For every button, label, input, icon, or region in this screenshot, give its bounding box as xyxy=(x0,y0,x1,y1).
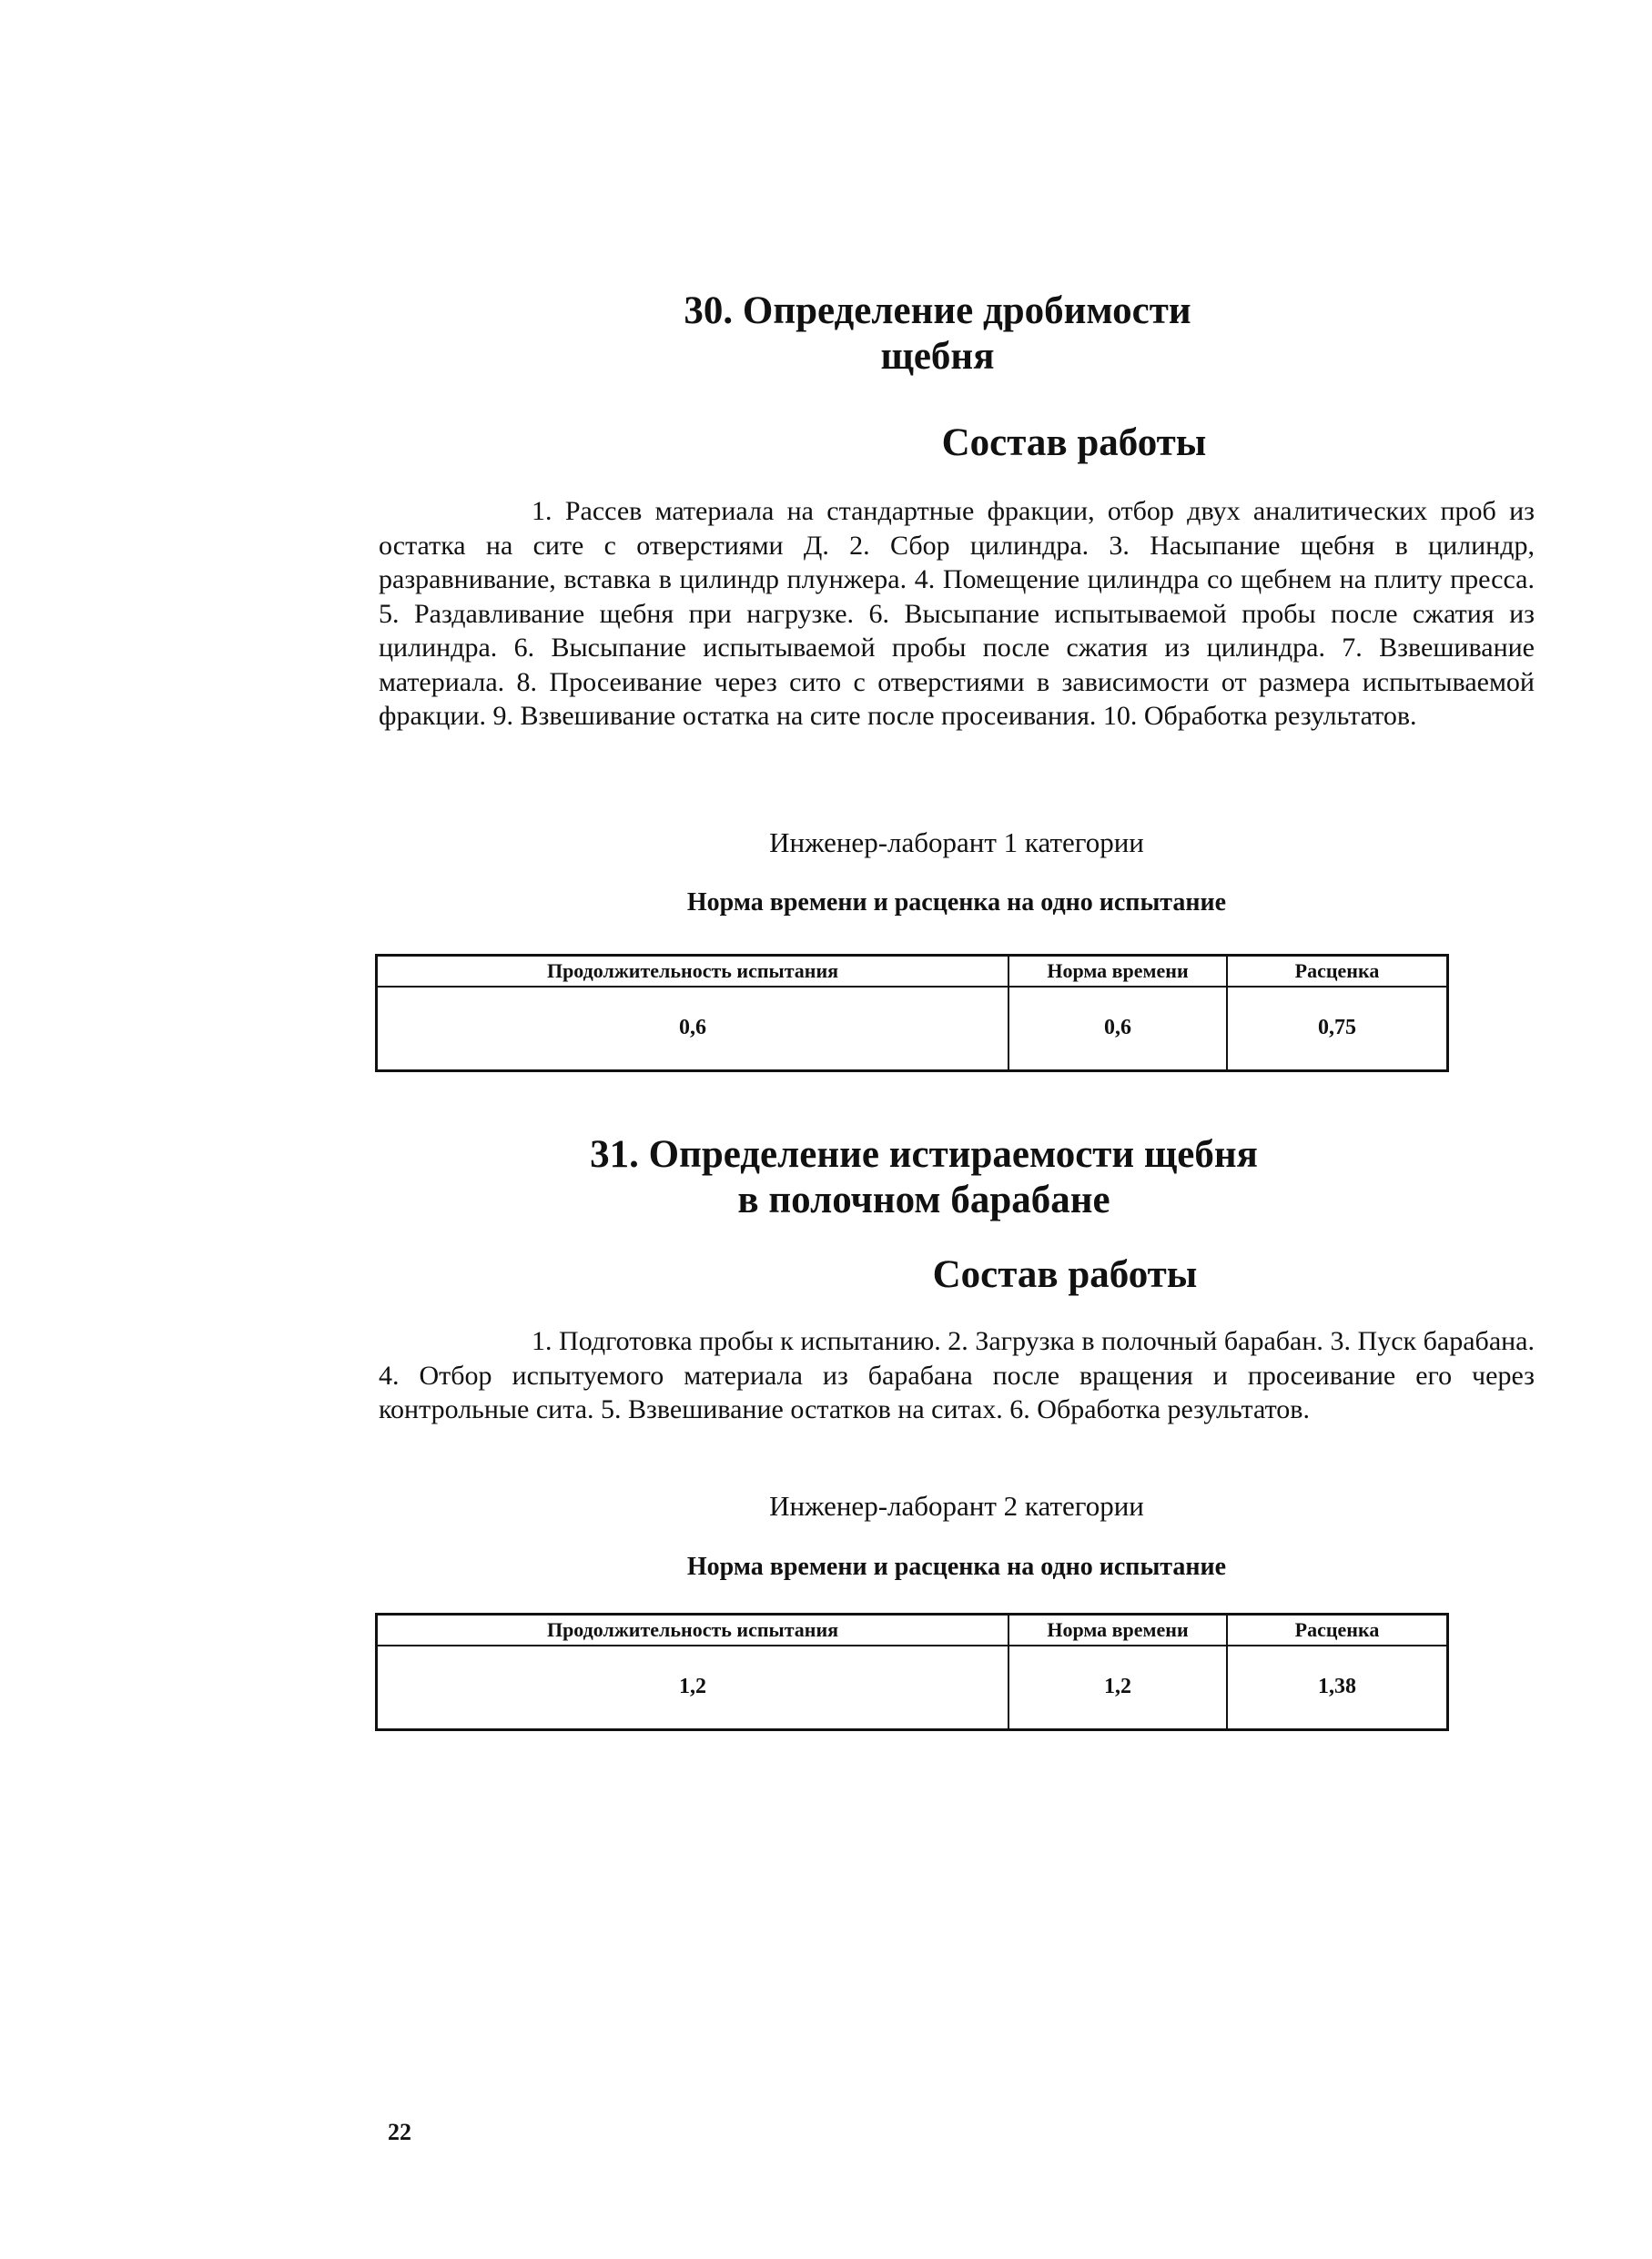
cell-duration: 1,2 xyxy=(377,1646,1009,1729)
column-header-rate: Расценка xyxy=(1227,1615,1448,1646)
section-30-subheading: Состав работы xyxy=(941,421,1207,464)
section-30-title-line2: щебня xyxy=(880,335,995,378)
column-header-duration: Продолжительность испытания xyxy=(377,1615,1009,1646)
section-31-title-line1: 31. Определение истираемости щебня xyxy=(590,1133,1258,1176)
section-30-paragraph-text: 1. Рассев материала на стандартные фракции, отбор двух аналитических проб из остатка на сите с отверстиями Д. 2. Сбор цилиндра. 3. Насыпание щебня в цилиндр, разравнивание, вставка в цилиндр плунжера. 4. Помещение цилиндра со щебнем на плиту пресса. 5. Раздавливание щебня при нагрузке. 6. Высыпание испытываемой пробы после сжатия из цилиндра. 6. Высыпание испытываемой пробы после сжатия из цилиндра. 7. Взвешивание материала. 8. Просеивание через сито с отверстиями в зависимости от размера испытываемой фракции. 9. Взвешивание остатка на сите после просеивания. 10. Обработка результатов. xyxy=(379,496,1535,731)
cell-rate: 1,38 xyxy=(1227,1646,1448,1729)
column-header-rate: Расценка xyxy=(1227,956,1448,988)
section-30-role: Инженер-лаборант 1 категории xyxy=(769,826,1144,858)
page-number: 22 xyxy=(388,2119,411,2145)
section-31-rate-table xyxy=(375,1613,1449,1731)
column-header-time-norm: Норма времени xyxy=(1008,1615,1227,1646)
cell-time-norm: 1,2 xyxy=(1008,1646,1227,1729)
section-31-subheading: Состав работы xyxy=(932,1253,1198,1296)
section-30-paragraph xyxy=(379,494,1535,734)
column-header-time-norm: Норма времени xyxy=(1008,956,1227,988)
cell-time-norm: 0,6 xyxy=(1008,987,1227,1070)
cell-duration: 0,6 xyxy=(377,987,1009,1070)
section-30-norm-title: Норма времени и расценка на одно испытание xyxy=(686,888,1227,917)
table-header-row xyxy=(377,956,1448,988)
column-header-duration: Продолжительность испытания xyxy=(377,956,1009,988)
section-30-rate-table xyxy=(375,954,1449,1072)
section-30-title-line1: 30. Определение дробимости xyxy=(684,289,1191,332)
section-31-title-line2: в полочном барабане xyxy=(737,1179,1110,1221)
section-31-paragraph xyxy=(379,1324,1535,1427)
table-header-row xyxy=(377,1615,1448,1646)
section-31-paragraph-text: 1. Подготовка пробы к испытанию. 2. Загрузка в полочный барабан. 3. Пуск барабана. 4. Отбор испытуемого материала из барабана после вращения и просеивание его через контрольные сита. 5. Взвешивание остатков на ситах. 6. Обработка результатов. xyxy=(379,1326,1535,1424)
section-31-norm-title: Норма времени и расценка на одно испытание xyxy=(686,1553,1227,1581)
section-31-role: Инженер-лаборант 2 категории xyxy=(769,1490,1144,1522)
cell-rate: 0,75 xyxy=(1227,987,1448,1070)
table-row xyxy=(377,1646,1448,1729)
table-row xyxy=(377,987,1448,1070)
